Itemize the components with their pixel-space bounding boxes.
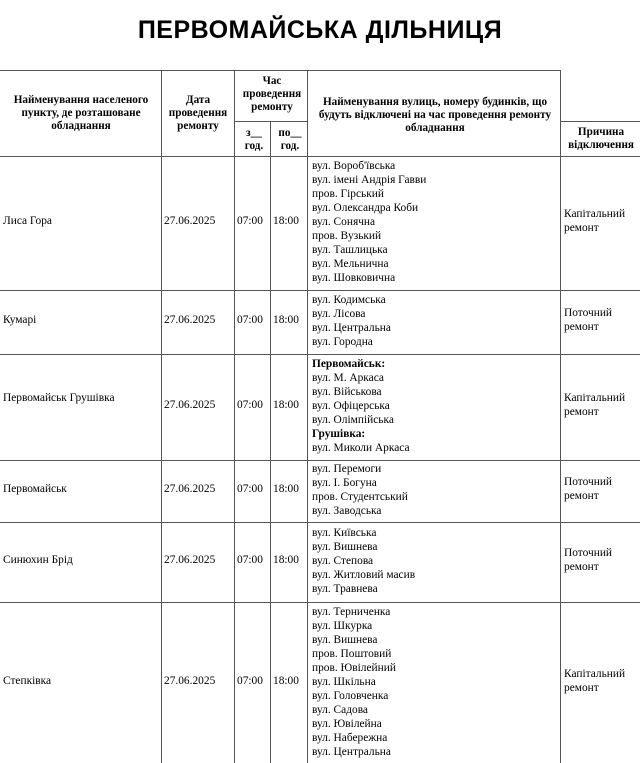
time-to: 18:00 xyxy=(273,554,299,566)
street-item: вул. Офіцерська xyxy=(312,400,390,412)
header-from: з__ год. xyxy=(244,127,264,152)
column-divider xyxy=(307,70,308,763)
time-to: 18:00 xyxy=(273,674,299,687)
street-item: вул. Заводська xyxy=(312,505,382,517)
street-item: пров. Ювілейний xyxy=(312,661,396,674)
row-divider xyxy=(0,522,640,523)
column-divider xyxy=(234,70,235,763)
streets-list xyxy=(312,605,558,759)
street-item: вул. Вишнева xyxy=(312,633,378,646)
street-item: вул. І. Богуна xyxy=(312,477,377,489)
settlement-name: Лиса Гора xyxy=(3,215,52,227)
time-from: 07:00 xyxy=(237,314,263,326)
header-reason: Причина відключення xyxy=(568,126,634,151)
street-item: вул. імені Андрія Гавви xyxy=(312,174,427,186)
street-item: пров. Гірський xyxy=(312,188,384,200)
street-item: вул. Набережна xyxy=(312,731,388,744)
repair-date: 27.06.2025 xyxy=(164,215,216,227)
time-to: 18:00 xyxy=(273,314,299,326)
disconnection-reason: Капітальний ремонт xyxy=(564,667,626,694)
repair-date: 27.06.2025 xyxy=(164,554,216,566)
street-item: вул. Житловий масив xyxy=(312,569,416,581)
repair-date: 27.06.2025 xyxy=(164,674,216,687)
streets-list xyxy=(312,159,558,285)
reason-header-top xyxy=(560,121,640,122)
street-item: вул. Ташлицька xyxy=(312,244,388,256)
street-item: Первомайськ: xyxy=(312,358,386,370)
table-border-top xyxy=(0,70,560,71)
header-to: по__ год. xyxy=(278,127,302,152)
street-item: вул. Шовковична xyxy=(312,272,396,284)
streets-list xyxy=(312,462,558,518)
street-item: вул. Шкурка xyxy=(312,619,373,632)
street-item: вул. Шкільна xyxy=(312,675,376,688)
column-divider xyxy=(560,70,561,763)
street-item: вул. Лісова xyxy=(312,308,366,320)
disconnection-reason: Капітальний ремонт xyxy=(564,208,626,234)
disconnection-reason: Поточний ремонт xyxy=(564,307,613,333)
streets-list xyxy=(312,357,558,455)
time-to: 18:00 xyxy=(273,483,299,495)
street-item: вул. Кодимська xyxy=(312,294,386,306)
time-to: 18:00 xyxy=(273,399,299,411)
repair-date: 27.06.2025 xyxy=(164,483,216,495)
header-settlement: Найменування населеного пункту, де розташоване обладнання xyxy=(13,94,149,132)
street-item: вул. Вишнева xyxy=(312,541,378,553)
row-divider xyxy=(0,156,640,157)
street-item: вул. Перемоги xyxy=(312,463,382,475)
time-to: 18:00 xyxy=(273,215,299,227)
street-item: вул. Центральна xyxy=(312,745,391,758)
street-item: пров. Студентський xyxy=(312,491,408,503)
settlement-name: Кумарі xyxy=(3,314,37,326)
settlement-name: Степківка xyxy=(3,674,52,687)
disconnection-reason: Капітальний ремонт xyxy=(564,392,626,418)
street-item: вул. Сонячна xyxy=(312,216,376,228)
repair-date: 27.06.2025 xyxy=(164,314,216,326)
disconnection-reason: Поточний ремонт xyxy=(564,476,613,502)
street-item: вул. Вороб'ївська xyxy=(312,160,396,172)
street-item: вул. Центральна xyxy=(312,322,391,334)
street-item: вул. Олександра Коби xyxy=(312,202,419,214)
street-item: вул. Терниченка xyxy=(312,605,391,618)
row-divider xyxy=(0,460,640,461)
street-item: вул. Київська xyxy=(312,527,377,539)
disconnection-reason: Поточний ремонт xyxy=(564,547,613,573)
street-item: вул. Степова xyxy=(312,555,374,567)
street-item: вул. Садова xyxy=(312,703,368,716)
street-item: вул. Олімпійська xyxy=(312,414,394,426)
header-date: Дата проведення ремонту xyxy=(168,94,228,132)
header-time: Час проведення ремонту xyxy=(242,75,302,113)
header-streets: Найменування вулиць, номеру будинків, що будуть відключені на час проведення ремонту обладнання xyxy=(318,96,552,134)
street-item: пров. Поштовий xyxy=(312,647,392,660)
streets-list xyxy=(312,526,558,596)
street-item: вул. Миколи Аркаса xyxy=(312,442,410,454)
streets-list xyxy=(312,293,558,349)
row-divider xyxy=(0,354,640,355)
street-item: Грушівка: xyxy=(312,428,366,440)
time-from: 07:00 xyxy=(237,674,263,687)
street-item: пров. Вузький xyxy=(312,230,382,242)
street-item: вул. Городна xyxy=(312,336,373,348)
time-from: 07:00 xyxy=(237,483,263,495)
outage-table xyxy=(0,70,640,763)
repair-date: 27.06.2025 xyxy=(164,399,216,411)
time-from: 07:00 xyxy=(237,399,263,411)
time-from: 07:00 xyxy=(237,554,263,566)
street-item: вул. Мельнична xyxy=(312,258,389,270)
street-item: вул. М. Аркаса xyxy=(312,372,384,384)
row-divider xyxy=(0,290,640,291)
settlement-name: Первомайськ xyxy=(3,483,67,495)
street-item: вул. Військова xyxy=(312,386,382,398)
column-divider xyxy=(161,70,162,763)
street-item: вул. Головченка xyxy=(312,689,389,702)
column-divider-time xyxy=(270,121,271,763)
row-divider xyxy=(0,602,640,603)
street-item: вул. Ювілейна xyxy=(312,717,382,730)
street-item: вул. Травнева xyxy=(312,583,378,595)
time-from: 07:00 xyxy=(237,215,263,227)
page-title: ПЕРВОМАЙСЬКА ДІЛЬНИЦЯ xyxy=(137,16,503,44)
settlement-name: Первомайськ Грушівка xyxy=(3,392,115,404)
settlement-name: Синюхин Брід xyxy=(3,554,73,566)
